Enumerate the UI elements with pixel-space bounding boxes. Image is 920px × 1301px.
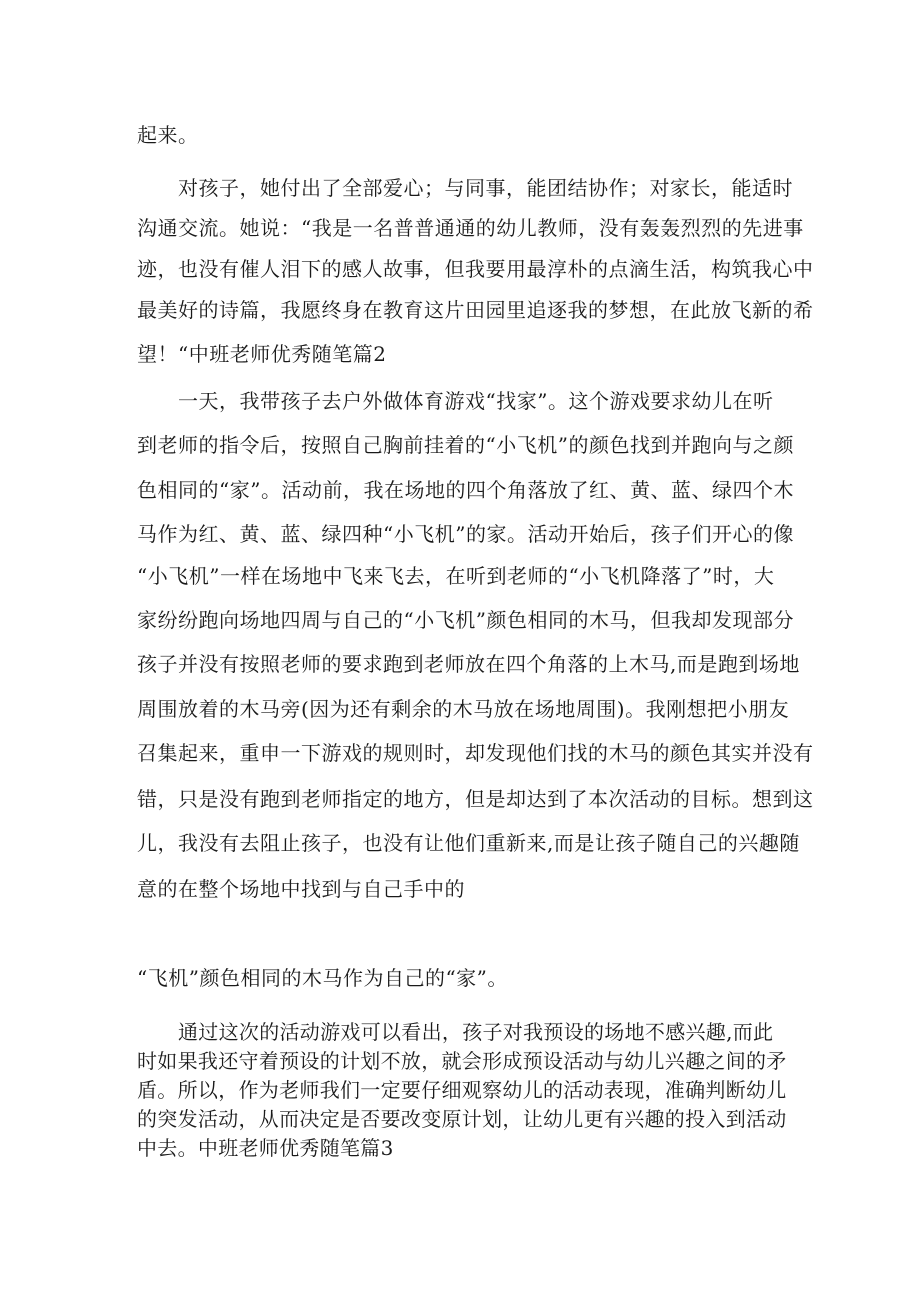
- text-line: 到老师的指令后，按照自己胸前挂着的“小飞机”的颜色找到并跑向与之颜: [137, 433, 794, 457]
- text-line: 起来。: [137, 123, 199, 147]
- text-line: 意的在整个场地中找到与自己手中的: [137, 877, 465, 901]
- text-line: 时如果我还守着预设的计划不放，就会形成预设活动与幼儿兴趣之间的矛: [137, 1049, 787, 1073]
- text-line: 中去。中班老师优秀随笔篇3: [137, 1136, 394, 1160]
- text-line: 对孩子，她付出了全部爱心；与同事，能团结协作；对家长，能适时: [178, 176, 793, 200]
- text-line: 一天，我带孩子去户外做体育游戏“找家”。这个游戏要求幼儿在听: [178, 389, 774, 413]
- text-line: 盾。所以，作为老师我们一定要仔细观察幼儿的活动表现，准确判断幼儿: [137, 1078, 787, 1102]
- text-line: 通过这次的活动游戏可以看出，孩子对我预设的场地不感兴趣,而此: [178, 1020, 774, 1044]
- text-line: 马作为红、黄、蓝、绿四种“小飞机”的家。活动开始后，孩子们开心的像: [137, 522, 794, 546]
- text-line: “飞机”颜色相同的木马作为自己的“家”。: [137, 966, 508, 990]
- text-line: 召集起来，重申一下游戏的规则时，却发现他们找的木马的颜色其实并没有: [137, 741, 814, 765]
- text-line: 迹，也没有催人泪下的感人故事，但我要用最淳朴的点滴生活，构筑我心中: [137, 257, 814, 281]
- text-line: 儿，我没有去阻止孩子，也没有让他们重新来,而是让孩子随自己的兴趣随: [137, 831, 800, 855]
- text-line: 望！“中班老师优秀随笔篇2: [137, 342, 387, 366]
- text-line: 最美好的诗篇，我愿终身在教育这片田园里追逐我的梦想，在此放飞新的希: [137, 298, 814, 322]
- text-line: 色相同的“家”。活动前，我在场地的四个角落放了红、黄、蓝、绿四个木: [137, 478, 794, 502]
- text-line: “小飞机”一样在场地中飞来飞去，在听到老师的“小飞机降落了”时，大: [137, 564, 775, 588]
- text-line: 错，只是没有跑到老师指定的地方，但是却达到了本次活动的目标。想到这: [137, 787, 814, 811]
- text-line: 家纷纷跑向场地四周与自己的“小飞机”颜色相同的木马，但我却发现部分: [137, 608, 794, 632]
- text-line: 沟通交流。她说：“我是一名普普通通的幼儿教师，没有轰轰烈烈的先进事: [137, 216, 804, 240]
- text-line: 的突发活动，从而决定是否要改变原计划，让幼儿更有兴趣的投入到活动: [137, 1107, 787, 1131]
- text-line: 周围放着的木马旁(因为还有剩余的木马放在场地周围)。我刚想把小朋友: [137, 697, 790, 721]
- text-line: 孩子并没有按照老师的要求跑到老师放在四个角落的上木马,而是跑到场地: [137, 652, 800, 676]
